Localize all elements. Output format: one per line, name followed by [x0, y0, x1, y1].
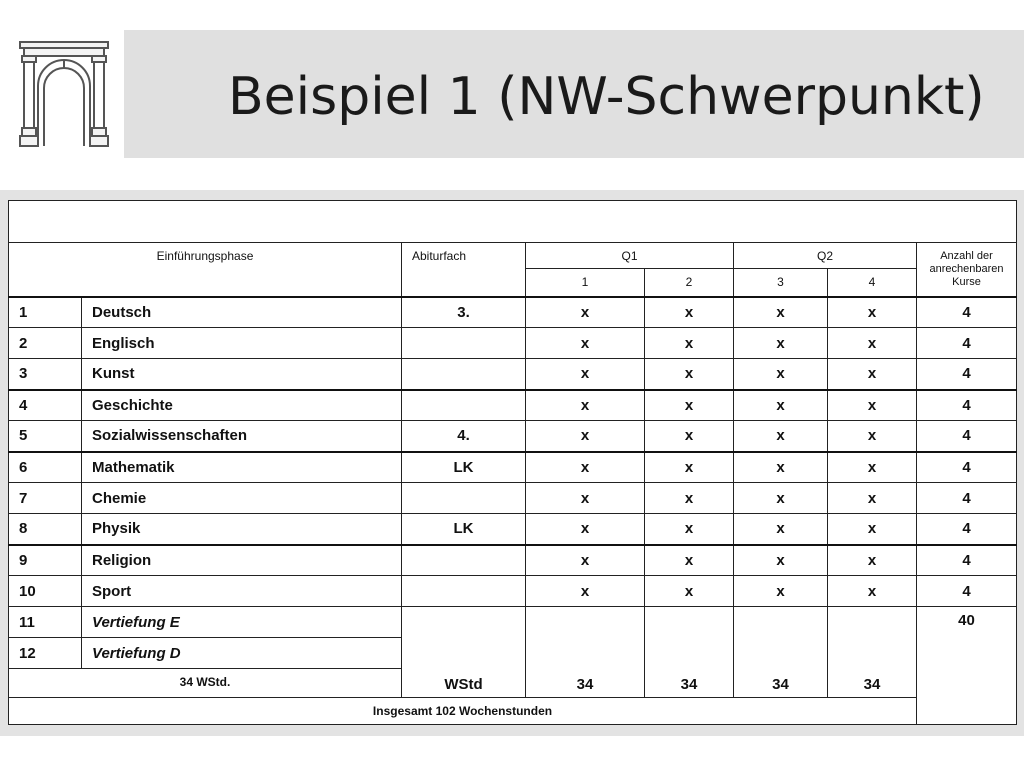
abitur-cell [402, 328, 526, 359]
semester-mark: x [526, 421, 645, 452]
header-abiturfach: Abiturfach [402, 243, 526, 297]
abitur-cell [402, 545, 526, 576]
semester-mark: x [828, 390, 917, 421]
subject-name: Vertiefung E [82, 607, 402, 638]
semester-mark: x [828, 359, 917, 390]
row-number: 8 [9, 514, 82, 545]
abitur-cell: 3. [402, 297, 526, 328]
table-row [9, 390, 1017, 421]
subject-name: Mathematik [82, 452, 402, 483]
semester-mark: x [828, 297, 917, 328]
subject-name: Deutsch [82, 297, 402, 328]
header-q1: Q1 [526, 243, 734, 269]
semester-mark: x [734, 421, 828, 452]
semester-mark: x [828, 452, 917, 483]
row-number: 12 [9, 638, 82, 669]
slide-title: Beispiel 1 (NW-Schwerpunkt) [228, 67, 985, 127]
subject-name: Sozialwissenschaften [82, 421, 402, 452]
wstd-value: 34 [734, 607, 828, 698]
semester-mark: x [645, 328, 734, 359]
semester-mark: x [828, 545, 917, 576]
semester-mark: x [645, 297, 734, 328]
table-row [9, 545, 1017, 576]
semester-mark: x [645, 421, 734, 452]
anzahl-cell: 4 [917, 328, 1017, 359]
row-number: 5 [9, 421, 82, 452]
abitur-cell: 4. [402, 421, 526, 452]
semester-mark: x [526, 390, 645, 421]
subject-name: Religion [82, 545, 402, 576]
table-row [9, 328, 1017, 359]
building-archway-logo [16, 40, 112, 152]
semester-mark: x [734, 359, 828, 390]
subject-name: Vertiefung D [82, 638, 402, 669]
subject-name: Chemie [82, 483, 402, 514]
semester-mark: x [526, 328, 645, 359]
row-number: 7 [9, 483, 82, 514]
row-number: 10 [9, 576, 82, 607]
semester-mark: x [645, 359, 734, 390]
semester-mark: x [734, 514, 828, 545]
semester-3: 3 [734, 269, 828, 297]
total-hours: Insgesamt 102 Wochenstunden [9, 698, 917, 725]
empty-title-cell [9, 201, 1017, 243]
table-row [9, 421, 1017, 452]
semester-mark: x [526, 545, 645, 576]
anzahl-cell: 4 [917, 359, 1017, 390]
table-row [9, 576, 1017, 607]
semester-mark: x [828, 514, 917, 545]
anzahl-total: 40 [917, 607, 1017, 725]
anzahl-cell: 4 [917, 483, 1017, 514]
table-row [9, 514, 1017, 545]
abitur-cell: LK [402, 514, 526, 545]
abitur-cell [402, 359, 526, 390]
semester-mark: x [645, 514, 734, 545]
semester-2: 2 [645, 269, 734, 297]
header-anzahl: Anzahl der anrechenbaren Kurse [917, 243, 1017, 297]
row-number: 9 [9, 545, 82, 576]
title-bar [124, 30, 1024, 158]
row-number: 6 [9, 452, 82, 483]
semester-mark: x [526, 452, 645, 483]
semester-1: 1 [526, 269, 645, 297]
abitur-cell [402, 390, 526, 421]
anzahl-cell: 4 [917, 452, 1017, 483]
row-number: 3 [9, 359, 82, 390]
table-row [9, 297, 1017, 328]
semester-mark: x [828, 421, 917, 452]
semester-mark: x [645, 545, 734, 576]
semester-mark: x [645, 452, 734, 483]
anzahl-cell: 4 [917, 545, 1017, 576]
subject-name: Sport [82, 576, 402, 607]
semester-mark: x [828, 483, 917, 514]
subject-name: Kunst [82, 359, 402, 390]
anzahl-cell: 4 [917, 576, 1017, 607]
semester-mark: x [734, 483, 828, 514]
semester-4: 4 [828, 269, 917, 297]
semester-mark: x [526, 297, 645, 328]
subject-name: Geschichte [82, 390, 402, 421]
table-row [9, 452, 1017, 483]
table-row [9, 359, 1017, 390]
semester-mark: x [734, 328, 828, 359]
abitur-cell [402, 483, 526, 514]
abitur-cell [402, 576, 526, 607]
ep-wstd: 34 WStd. [9, 669, 402, 698]
table-row [9, 483, 1017, 514]
semester-mark: x [734, 545, 828, 576]
header-q2: Q2 [734, 243, 917, 269]
anzahl-cell: 4 [917, 514, 1017, 545]
semester-mark: x [526, 483, 645, 514]
row-number: 1 [9, 297, 82, 328]
anzahl-cell: 4 [917, 390, 1017, 421]
semester-mark: x [526, 359, 645, 390]
row-number: 4 [9, 390, 82, 421]
wstd-value: 34 [526, 607, 645, 698]
wstd-label: WStd [402, 607, 526, 698]
semester-mark: x [734, 452, 828, 483]
row-number: 11 [9, 607, 82, 638]
semester-mark: x [645, 390, 734, 421]
semester-mark: x [526, 576, 645, 607]
subject-name: Englisch [82, 328, 402, 359]
abitur-cell: LK [402, 452, 526, 483]
course-plan-table [8, 200, 1017, 725]
semester-mark: x [645, 576, 734, 607]
semester-mark: x [734, 297, 828, 328]
footer-row [9, 698, 1017, 725]
semester-mark: x [734, 576, 828, 607]
semester-mark: x [645, 483, 734, 514]
row-number: 2 [9, 328, 82, 359]
table-title-row [9, 201, 1017, 243]
header-einfuehrungsphase: Einführungsphase [9, 243, 402, 297]
wstd-value: 34 [645, 607, 734, 698]
table-row-vertiefung [9, 607, 1017, 638]
header-row [9, 243, 1017, 269]
wstd-value: 34 [828, 607, 917, 698]
semester-mark: x [828, 328, 917, 359]
subject-name: Physik [82, 514, 402, 545]
semester-mark: x [526, 514, 645, 545]
anzahl-cell: 4 [917, 421, 1017, 452]
semester-mark: x [828, 576, 917, 607]
anzahl-cell: 4 [917, 297, 1017, 328]
semester-mark: x [734, 390, 828, 421]
